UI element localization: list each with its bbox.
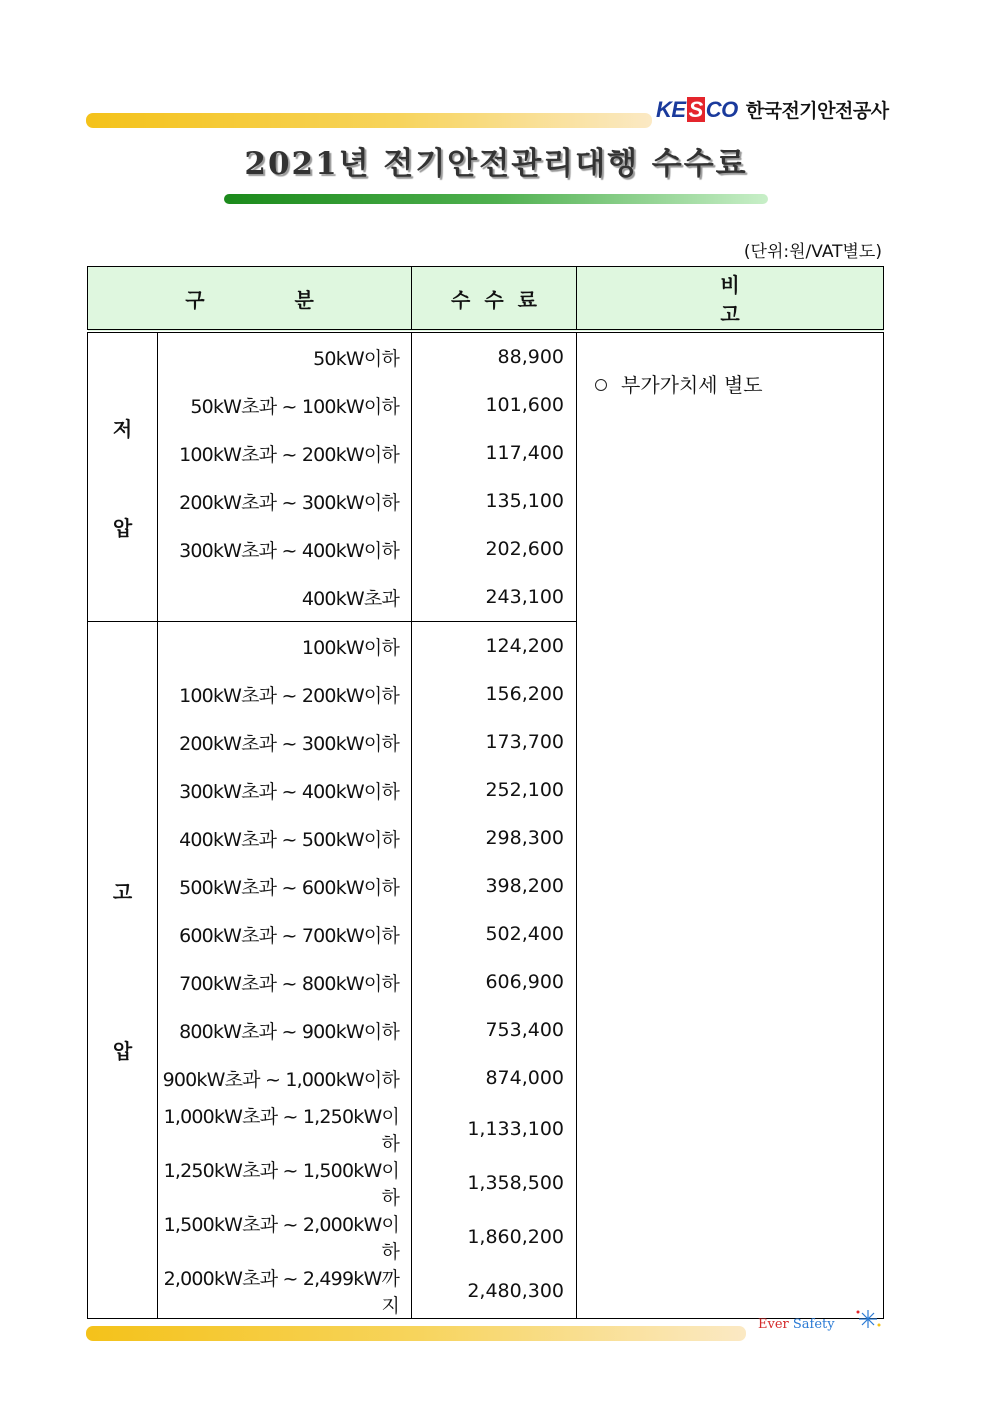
- capacity-range: 700kW초과 ~ 800kW이하: [158, 958, 412, 1006]
- capacity-range: 600kW초과 ~ 700kW이하: [158, 910, 412, 958]
- title-underline: [224, 194, 768, 204]
- high-voltage-label-2: 압: [112, 1039, 133, 1063]
- sparkle-icon: [852, 1308, 884, 1330]
- capacity-range: 100kW이하: [158, 622, 412, 671]
- slogan-safety: Safety: [792, 1317, 835, 1332]
- capacity-range: 300kW초과 ~ 400kW이하: [158, 525, 412, 573]
- fee-amount: 156,200: [412, 670, 577, 718]
- fee-amount: 252,100: [412, 766, 577, 814]
- fee-amount: 874,000: [412, 1054, 577, 1102]
- low-voltage-label: [88, 331, 158, 622]
- capacity-range: 1,000kW초과 ~ 1,250kW이하: [158, 1102, 412, 1156]
- capacity-range: 400kW초과: [158, 573, 412, 622]
- capacity-range: 1,500kW초과 ~ 2,000kW이하: [158, 1210, 412, 1264]
- header-category: 구분: [88, 267, 412, 332]
- capacity-range: 400kW초과 ~ 500kW이하: [158, 814, 412, 862]
- table-header-row: [88, 267, 884, 332]
- capacity-range: 900kW초과 ~ 1,000kW이하: [158, 1054, 412, 1102]
- fee-amount: 502,400: [412, 910, 577, 958]
- fee-amount: 398,200: [412, 862, 577, 910]
- fee-amount: 124,200: [412, 622, 577, 671]
- fee-amount: 202,600: [412, 525, 577, 573]
- capacity-range: 2,000kW초과 ~ 2,499kW까지: [158, 1264, 412, 1319]
- kesco-logo-mark: KE S CO: [656, 97, 738, 122]
- note-cell: [577, 331, 884, 1319]
- fee-amount: 101,600: [412, 381, 577, 429]
- header-note: 비고: [577, 267, 884, 332]
- fee-amount: 173,700: [412, 718, 577, 766]
- page-title: 2021년 전기안전관리대행 수수료: [244, 146, 748, 182]
- unit-note: (단위:원/VAT별도): [743, 242, 882, 262]
- header-fee: 수수료: [412, 267, 577, 332]
- capacity-range: 300kW초과 ~ 400kW이하: [158, 766, 412, 814]
- capacity-range: 100kW초과 ~ 200kW이하: [158, 429, 412, 477]
- ever-safety-logo: [758, 1317, 835, 1332]
- fee-amount: 88,900: [412, 331, 577, 381]
- slogan-ever: Ever: [758, 1317, 789, 1332]
- bottom-decor-bar: [86, 1326, 746, 1341]
- capacity-range: 50kW초과 ~ 100kW이하: [158, 381, 412, 429]
- capacity-range: 50kW이하: [158, 331, 412, 381]
- fee-amount: 1,860,200: [412, 1210, 577, 1264]
- high-voltage-label: [88, 622, 158, 1319]
- capacity-range: 1,250kW초과 ~ 1,500kW이하: [158, 1156, 412, 1210]
- fee-amount: 606,900: [412, 958, 577, 1006]
- fee-amount: 1,133,100: [412, 1102, 577, 1156]
- org-name: 한국전기안전공사: [745, 100, 889, 122]
- fee-amount: 1,358,500: [412, 1156, 577, 1210]
- low-voltage-label-2: 압: [112, 516, 133, 540]
- capacity-range: 100kW초과 ~ 200kW이하: [158, 670, 412, 718]
- fee-amount: 243,100: [412, 573, 577, 622]
- fee-amount: 2,480,300: [412, 1264, 577, 1319]
- capacity-range: 500kW초과 ~ 600kW이하: [158, 862, 412, 910]
- kesco-logo: [656, 96, 889, 123]
- note-text: 부가가치세 별도: [621, 373, 763, 397]
- table-row: [88, 331, 884, 381]
- capacity-range: 200kW초과 ~ 300kW이하: [158, 718, 412, 766]
- fee-amount: 298,300: [412, 814, 577, 862]
- bullet-circle-icon: [595, 379, 607, 391]
- low-voltage-label-1: 저: [112, 417, 133, 441]
- fee-amount: 117,400: [412, 429, 577, 477]
- capacity-range: 800kW초과 ~ 900kW이하: [158, 1006, 412, 1054]
- fee-amount: 135,100: [412, 477, 577, 525]
- top-decor-bar: [86, 113, 652, 128]
- fee-table: [87, 266, 884, 1319]
- high-voltage-label-1: 고: [112, 880, 133, 904]
- capacity-range: 200kW초과 ~ 300kW이하: [158, 477, 412, 525]
- fee-amount: 753,400: [412, 1006, 577, 1054]
